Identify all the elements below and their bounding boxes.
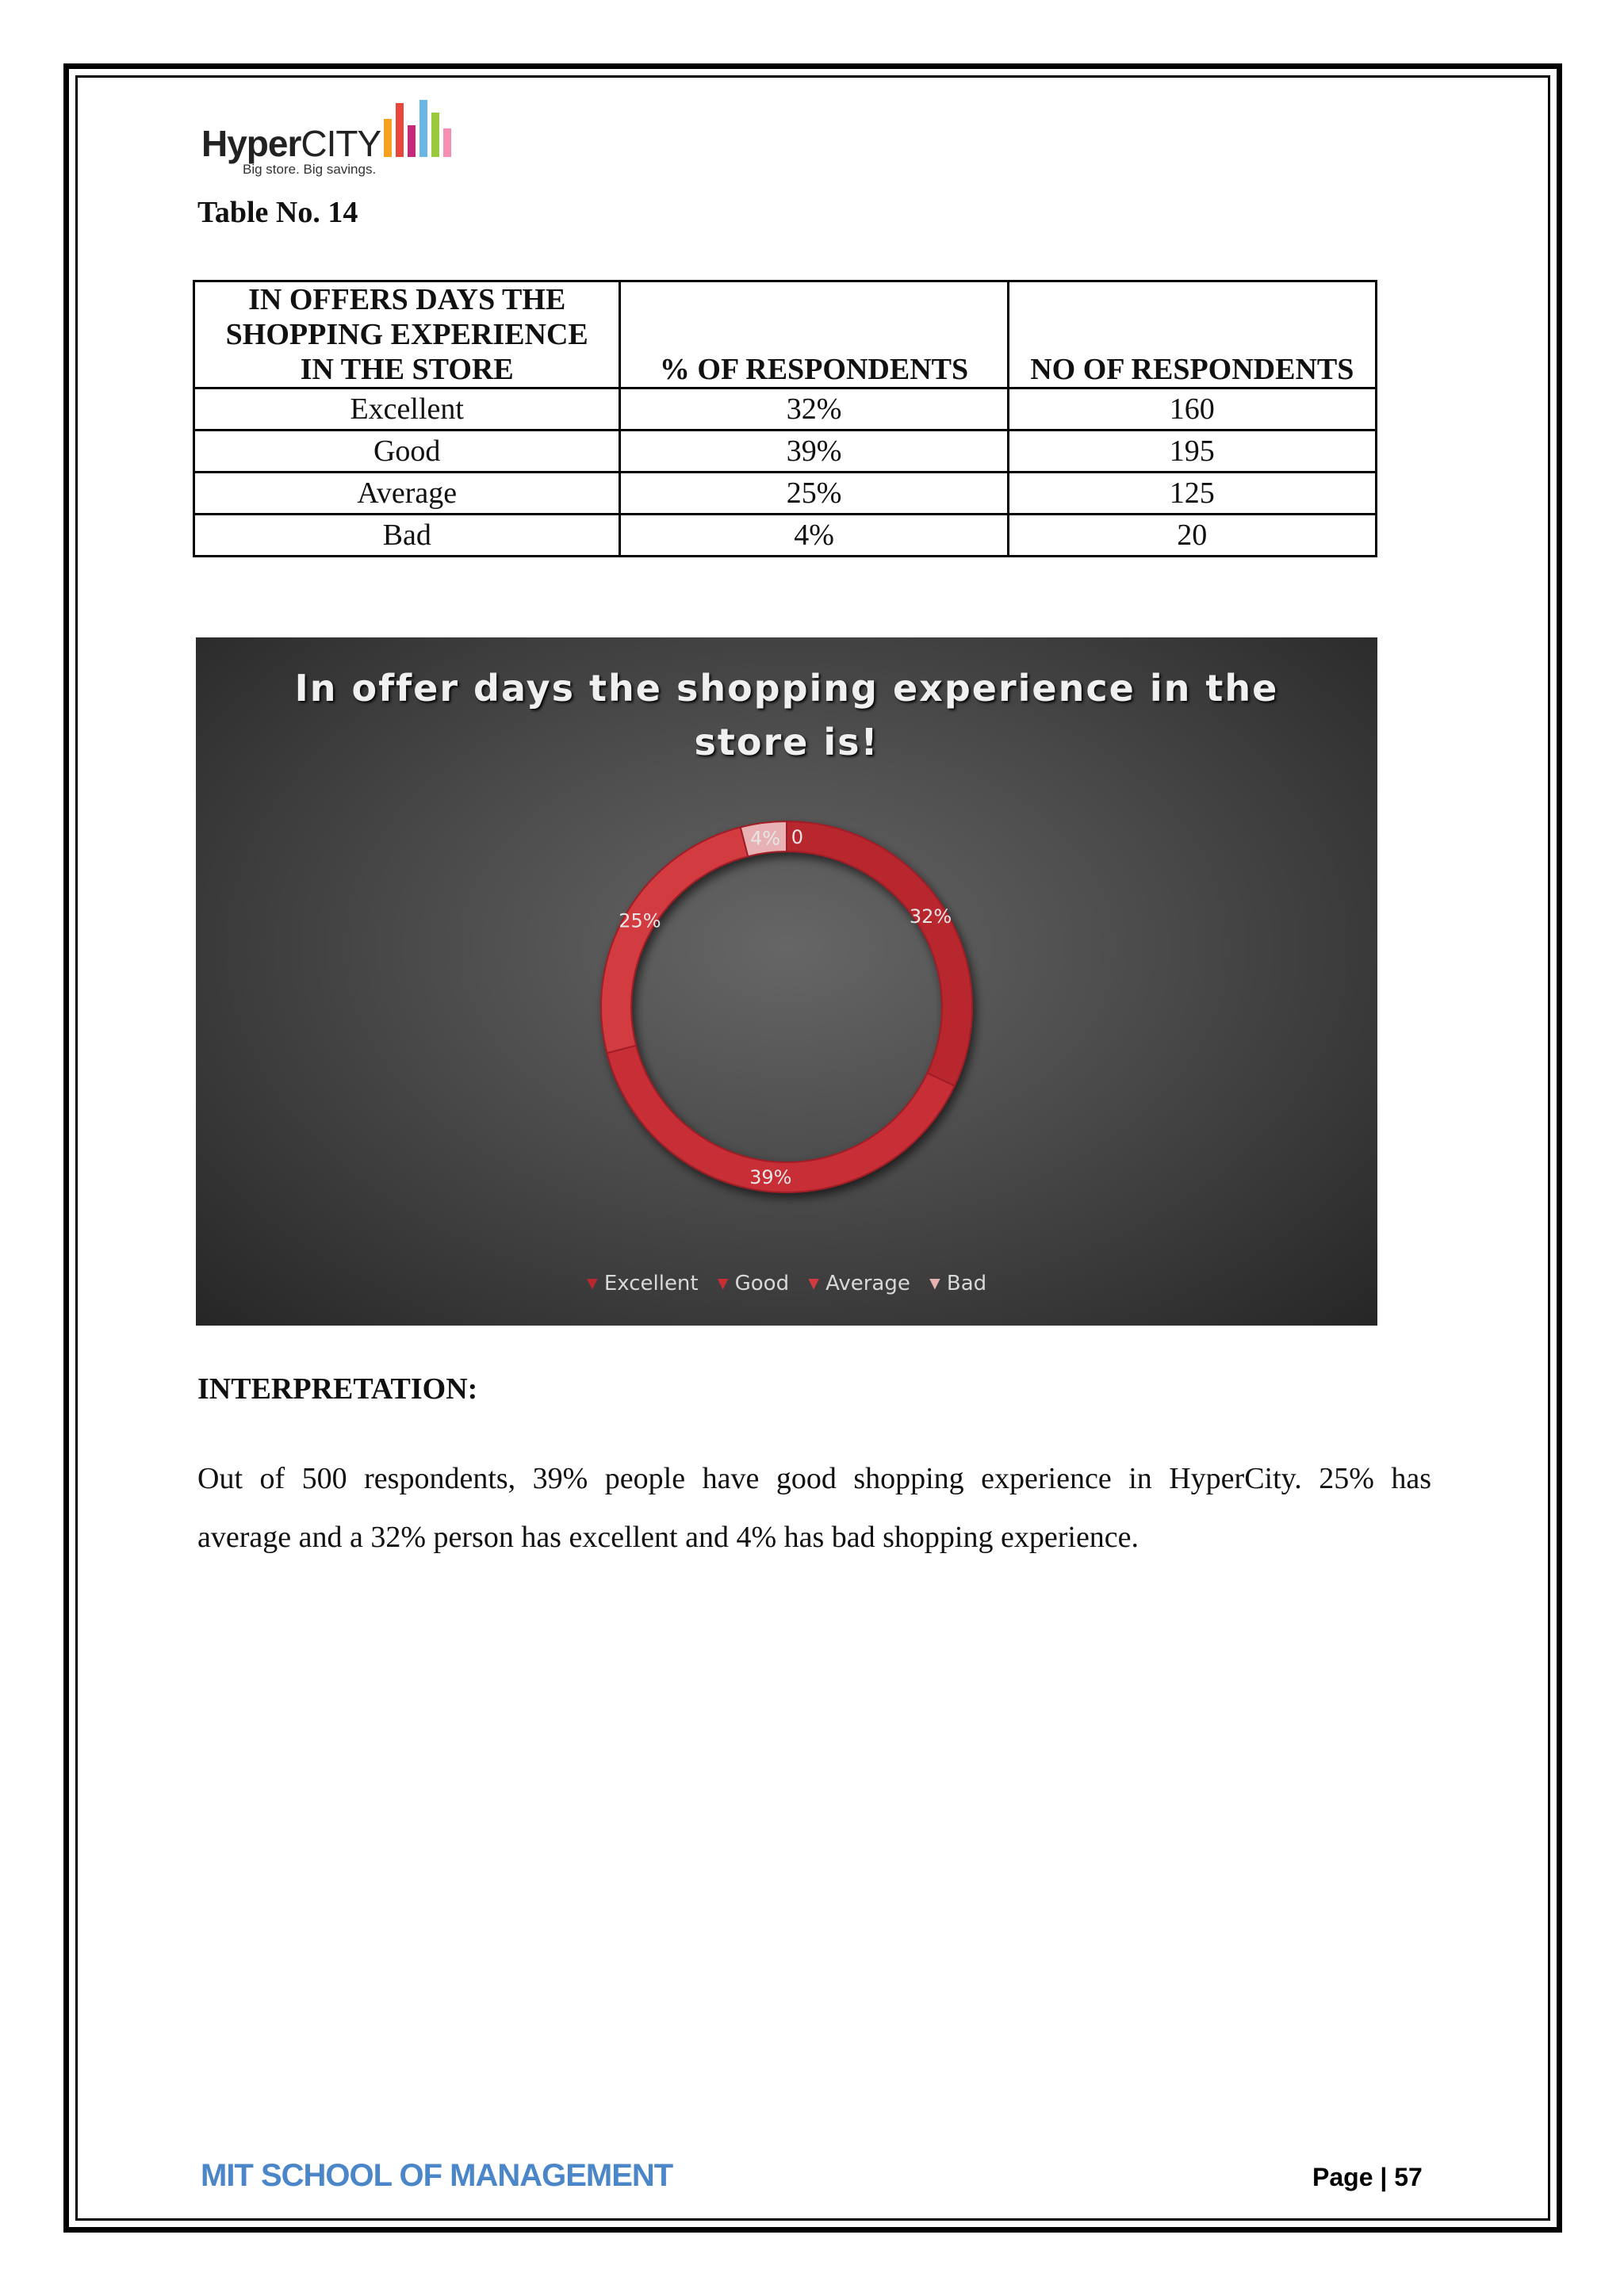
doughnut-slice-excellent bbox=[787, 821, 972, 1086]
logo-bar bbox=[384, 119, 392, 157]
data-label: 32% bbox=[909, 905, 952, 928]
table-row bbox=[194, 388, 1377, 430]
cell-percent: 32% bbox=[620, 388, 1008, 430]
legend-swatch bbox=[808, 1279, 819, 1290]
logo-bar bbox=[431, 113, 439, 157]
cell-count: 20 bbox=[1008, 515, 1376, 557]
legend-item-good bbox=[718, 1272, 789, 1295]
cell-category: Bad bbox=[194, 515, 620, 557]
chart-title: In offer days the shopping experience in the store is! bbox=[294, 667, 1279, 763]
logo-bars-icon bbox=[381, 97, 460, 160]
doughnut-slice-average bbox=[601, 827, 748, 1053]
header-category: IN OFFERS DAYS THE SHOPPING EXPERIENCE IN THE STORE bbox=[194, 281, 620, 388]
legend-item-average bbox=[808, 1272, 910, 1295]
cell-category: Average bbox=[194, 473, 620, 515]
header-count: NO OF RESPONDENTS bbox=[1008, 281, 1376, 388]
legend-item-bad bbox=[929, 1272, 986, 1295]
logo-wordmark: HyperCITY bbox=[201, 123, 381, 164]
doughnut-chart bbox=[196, 637, 1377, 1326]
logo-bar bbox=[419, 100, 427, 157]
data-label: 4% bbox=[750, 827, 781, 850]
doughnut-plot bbox=[196, 637, 1377, 1326]
legend-label: Average bbox=[825, 1272, 910, 1295]
legend-label: Good bbox=[734, 1272, 790, 1295]
chart-legend bbox=[196, 1272, 1377, 1295]
cell-percent: 4% bbox=[620, 515, 1008, 557]
cell-count: 125 bbox=[1008, 473, 1376, 515]
table-row bbox=[194, 473, 1377, 515]
interpretation-text bbox=[197, 1449, 1431, 1567]
hypercity-logo bbox=[201, 94, 455, 181]
legend-item-excellent bbox=[587, 1272, 699, 1295]
respondents-table bbox=[193, 280, 1377, 557]
table-header-row bbox=[194, 281, 1377, 388]
cell-percent: 39% bbox=[620, 430, 1008, 473]
table-caption: Table No. 14 bbox=[197, 196, 358, 229]
logo-bar bbox=[443, 128, 451, 157]
footer-school-name: MIT SCHOOL OF MANAGEMENT bbox=[201, 2158, 673, 2193]
header-percent: % OF RESPONDENTS bbox=[620, 281, 1008, 388]
cell-count: 160 bbox=[1008, 388, 1376, 430]
legend-swatch bbox=[587, 1279, 598, 1290]
logo-tagline: Big store. Big savings. bbox=[243, 162, 377, 177]
cell-category: Excellent bbox=[194, 388, 620, 430]
logo-bar bbox=[396, 103, 404, 157]
table-row bbox=[194, 515, 1377, 557]
footer-page-number: Page | 57 bbox=[1312, 2163, 1423, 2191]
data-label-extra: 0 bbox=[791, 826, 803, 849]
cell-category: Good bbox=[194, 430, 620, 473]
table-row bbox=[194, 430, 1377, 473]
data-label: 39% bbox=[749, 1166, 792, 1189]
cell-percent: 25% bbox=[620, 473, 1008, 515]
legend-label: Bad bbox=[946, 1272, 987, 1295]
legend-swatch bbox=[929, 1279, 940, 1290]
logo-bar bbox=[408, 125, 416, 157]
legend-swatch bbox=[718, 1279, 729, 1290]
interpretation-line: average and a 32% person has excellent and 4% has bad shopping experience. bbox=[197, 1521, 1139, 1554]
interpretation-heading: INTERPRETATION: bbox=[197, 1372, 478, 1406]
cell-count: 195 bbox=[1008, 430, 1376, 473]
legend-label: Excellent bbox=[603, 1272, 699, 1295]
data-label: 25% bbox=[619, 909, 661, 932]
interpretation-line: Out of 500 respondents, 39% people have good shopping experience in HyperCity. 25% has bbox=[197, 1462, 1431, 1495]
